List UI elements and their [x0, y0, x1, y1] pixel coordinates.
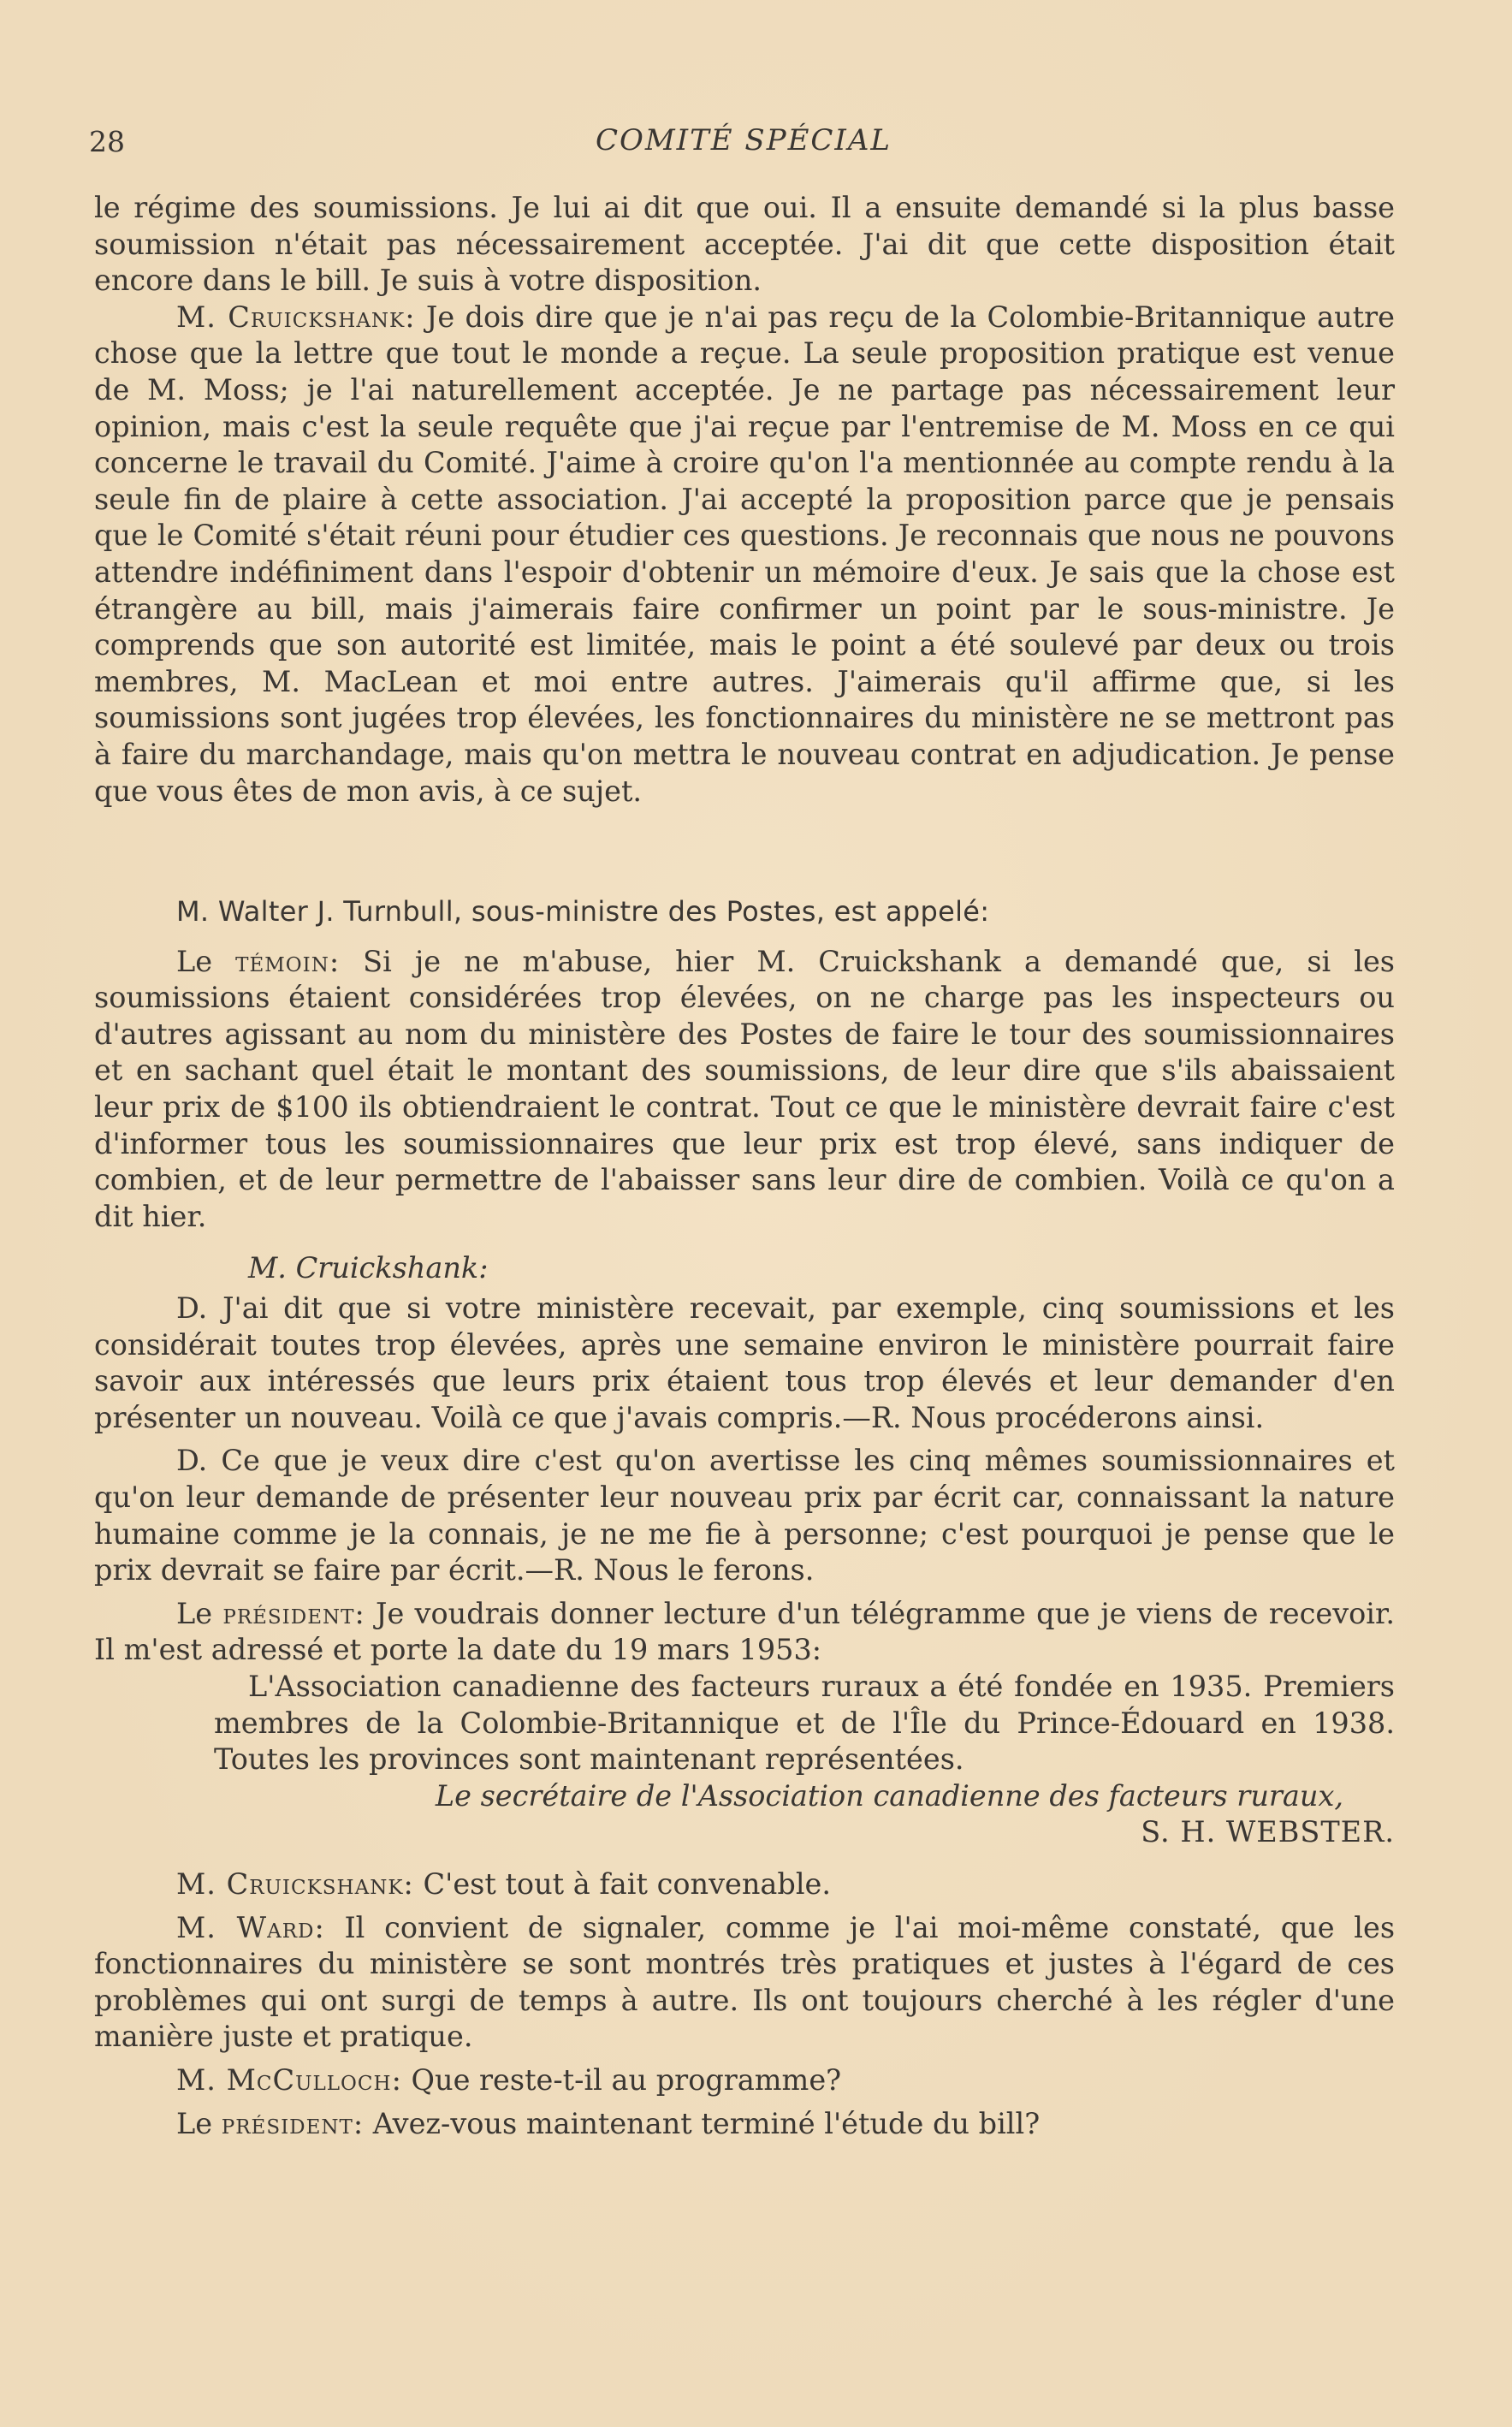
- paragraph-question-1: D. J'ai dit que si votre ministère recevait, par exemple, cinq soumissions et les considérait toutes trop élevées, après une semaine environ le ministère pourrait faire savoir aux intéressés que leurs prix étaient tous trop élevés et leur demander d'en présenter un nouveau. Voilà ce que j'avais compris.—R. Nous procéderons ainsi.: [94, 1291, 1395, 1434]
- speaker-label: président:: [221, 2106, 365, 2140]
- paragraph-text: Avez-vous maintenant terminé l'étude du bill?: [364, 2106, 1041, 2140]
- interrogator-heading: M. Cruickshank:: [248, 1251, 489, 1285]
- section-gap: [94, 810, 1395, 893]
- paragraph-question-2: D. Ce que je veux dire c'est qu'on avertisse les cinq mêmes soumissionnaires et qu'on leur demande de présenter leur nouveau prix par écrit car, connaissant la nature humaine comme je la connais, je ne me fie à personne; c'est pourquoi je pense que le prix devrait se faire par écrit.—R. Nous le ferons.: [94, 1444, 1395, 1587]
- speaker-label: M. Ward:: [176, 1910, 325, 1944]
- speaker-label: président:: [222, 1596, 365, 1630]
- speaker-prefix: Le: [176, 1596, 223, 1630]
- paragraph-text: Je voudrais donner lecture d'un télégramme que je viens de recevoir. Il m'est adressé et porte la date du 19 mars 1953:: [94, 1596, 1395, 1667]
- paragraph-gap: [94, 1436, 1395, 1443]
- paragraph-president-1: [94, 1596, 1395, 1669]
- speaker-label: M. McCulloch:: [176, 2062, 402, 2097]
- paragraph-text: Que reste-t-il au programme?: [401, 2062, 842, 2097]
- paragraph-cruickshank-1: [94, 300, 1395, 810]
- paragraph-ward: [94, 1910, 1395, 2056]
- speaker-prefix: Le: [176, 944, 236, 978]
- paragraph-text: Il convient de signaler, comme je l'ai moi-même constaté, que les fonctionnaires du ministère se sont montrés très pratiques et justes à l'égard de ces problèmes qui ont surgi de temps à autre. Ils ont toujours cherché à les régler d'une manière juste et pratique.: [94, 1910, 1396, 2054]
- speaker-label: témoin:: [235, 944, 341, 978]
- paragraph-text: C'est tout à fait convenable.: [413, 1866, 832, 1901]
- paragraph-text: Si je ne m'abuse, hier M. Cruickshank a demandé que, si les soumissions étaient considérées trop élevées, on ne charge pas les inspecteurs ou d'autres agissant au nom du ministère des Postes de faire le tour des soumissionnaires et en sachant quel était le montant des soumissions, de leur dire que s'ils abaissaient leur prix de $100 ils obtiendraient le contrat. Tout ce que le ministère devrait faire c'est d'informer tous les soumissionnaires que leur prix est trop élevé, sans indiquer de combien, et de leur permettre de l'abaisser sans leur dire de combien. Voilà ce qu'on a dit hier.: [94, 944, 1395, 1233]
- witness-heading: M. Walter J. Turnbull, sous-ministre des Postes, est appelé:: [176, 895, 990, 929]
- paragraph-gap: [94, 2056, 1395, 2062]
- signature-name: S. H. WEBSTER.: [1141, 1815, 1395, 1849]
- paragraph-continuation: le régime des soumissions. Je lui ai dit que oui. Il a ensuite demandé si la plus basse soumission n'était pas nécessairement acceptée. J'ai dit que cette disposition était encore dans le bill. Je suis à votre disposition.: [94, 191, 1395, 298]
- paragraph-temoin: [94, 944, 1395, 1236]
- page-number: 28: [89, 125, 125, 158]
- speaker-prefix: Le: [176, 2106, 222, 2140]
- paragraph-text: Je dois dire que je n'ai pas reçu de la Colombie-Britannique autre chose que la lettre que tout le monde a reçue. La seule proposition pratique est venue de M. Moss; je l'ai naturellement acceptée. Je ne partage pas nécessairement leur opinion, mais c'est la seule requête que j'ai reçue par l'entremise de M. Moss en ce qui concerne le travail du Comité. J'aime à croire qu'on l'a mentionnée au compte rendu à la seule fin de plaire à cette association. J'ai accepté la proposition parce que je pensais que le Comité s'était réuni pour étudier ces questions. Je reconnais que nous ne pouvons attendre indéfiniment dans l'espoir d'obtenir un mémoire d'eux. Je sais que la chose est étrangère au bill, mais j'aimerais faire confirmer un point par le sous-ministre. Je comprends que son autorité est limitée, mais le point a été soulevé par deux ou trois membres, M. MacLean et moi entre autres. J'aimerais qu'il affirme que, si les soumissions sont jugées trop élevées, les fonctionnaires du ministère ne se mettront pas à faire du marchandage, mais qu'on mettra le nouveau contrat en adjudication. Je pense que vous êtes de mon avis, à ce sujet.: [94, 300, 1395, 808]
- telegram-quote: L'Association canadienne des facteurs ruraux a été fondée en 1935. Premiers membres de la Colombie-Britannique et de l'Île du Prince-Édouard en 1938. Toutes les provinces sont maintenant représentées.: [214, 1669, 1395, 1777]
- speaker-label: M. Cruickshank:: [176, 300, 416, 334]
- paragraph-mcculloch: [94, 2062, 1395, 2099]
- running-title: COMITÉ SPÉCIAL: [595, 123, 892, 157]
- paragraph-cruickshank-2: [94, 1866, 1395, 1903]
- speaker-label: M. Cruickshank:: [176, 1866, 414, 1901]
- document-body: [94, 190, 1395, 2142]
- paragraph-president-2: [94, 2106, 1395, 2143]
- paragraph-gap: [94, 1589, 1395, 1596]
- paragraph-gap: [94, 2099, 1395, 2106]
- page-header: [89, 120, 1398, 163]
- paragraph-gap: [94, 1903, 1395, 1910]
- signature-title: Le secrétaire de l'Association canadienne des facteurs ruraux,: [435, 1778, 1343, 1813]
